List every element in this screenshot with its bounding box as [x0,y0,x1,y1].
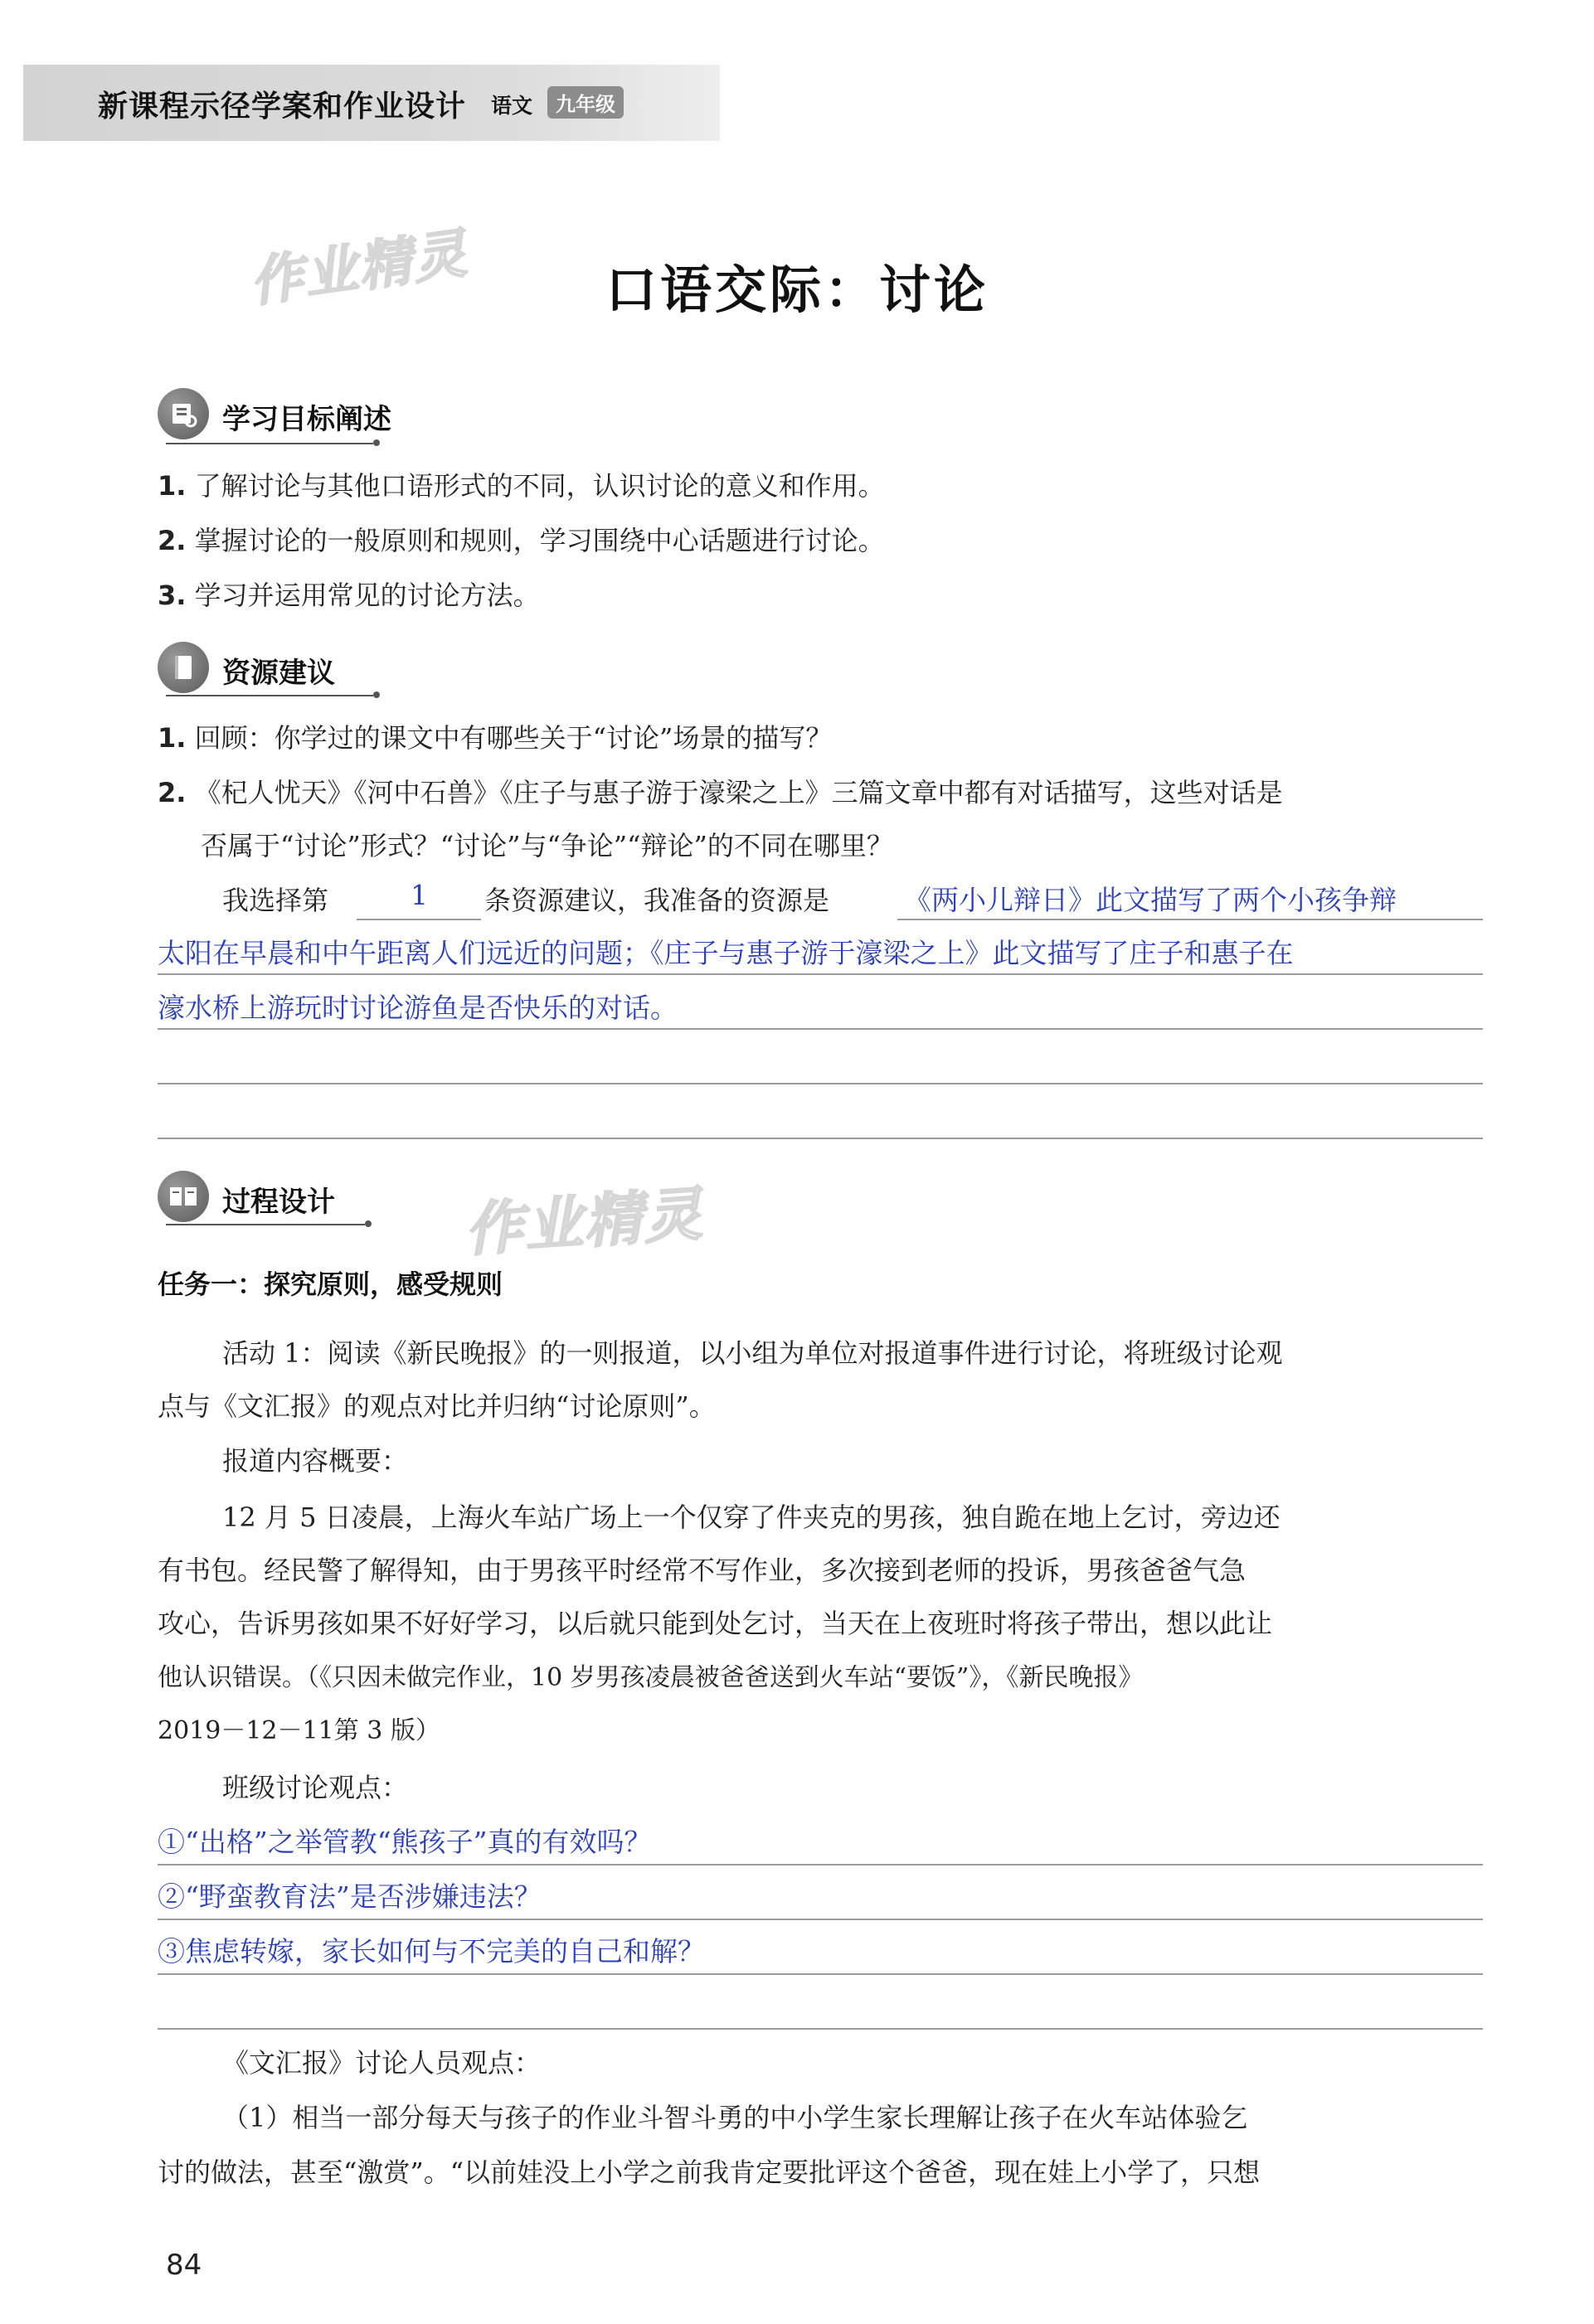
goal-item: 3. 学习并运用常见的讨论方法。 [158,580,540,611]
task-heading: 任务一：探究原则，感受规则 [158,1269,503,1300]
story-text: 12 月 5 日凌晨，上海火车站广场上一个仅穿了件夹克的男孩，独自跪在地上乞讨，旁边还 [222,1502,1281,1533]
goal-item: 1. 了解讨论与其他口语形式的不同，认识讨论的意义和作用。 [158,470,885,502]
answer-line [158,1919,1483,1920]
resource-item: 2. 《杞人忧天》《河中石兽》《庄子与惠子游于濠梁之上》三篇文章中都有对话描写，这些对话是 [158,777,1283,808]
notebook-icon [158,642,209,693]
book-icon [158,388,209,439]
activity-text: 活动 1：阅读《新民晚报》的一则报道，以小组为单位对报道事件进行讨论，将班级讨论观 [222,1337,1283,1369]
wenhui-text: （1）相当一部分每天与孩子的作业斗智斗勇的中小学生家长理解让孩子在火车站体验乞 [222,2102,1248,2133]
process-icon [158,1171,209,1222]
wenhui-label: 《文汇报》讨论人员观点： [222,2047,542,2079]
watermark: 作业精灵 [245,222,472,314]
choice-prefix: 我选择第 [222,885,329,916]
handwritten-answer[interactable]: 太阳在早晨和中午距离人们远近的问题；《庄子与惠子游于濠梁之上》此文描写了庄子和惠子在 [158,937,1294,969]
resource-item-continued: 否属于“讨论”形式？“讨论”与“争论”“辩论”的不同在哪里？ [201,830,893,861]
watermark: 作业精灵 [462,1180,706,1264]
choice-mid: 条资源建议，我准备的资源是 [484,885,830,916]
class-view-answer[interactable]: ③焦虑转嫁，家长如何与不完美的自己和解？ [158,1935,705,1967]
answer-line [897,919,1483,920]
class-view-answer[interactable]: ②“野蛮教育法”是否涉嫌违法？ [158,1880,542,1913]
choice-answer[interactable]: 1 [411,879,428,911]
answer-line [158,1083,1483,1084]
class-views-label: 班级讨论观点： [222,1772,409,1803]
activity-text: 点与《文汇报》的观点对比并归纳“讨论原则”。 [158,1390,716,1422]
choice-blank-line [357,919,481,920]
page-number: 84 [166,2249,202,2282]
section-underline [166,695,373,696]
section-title-process: 过程设计 [222,1186,335,1219]
story-text: 攻心，告诉男孩如果不好好学习，以后就只能到处乞讨，当天在上夜班时将孩子带出，想以此让 [158,1608,1273,1639]
section-underline [166,443,373,444]
story-text: 有书包。经民警了解得知，由于男孩平时经常不写作业，多次接到老师的投诉，男孩爸爸气急 [158,1555,1247,1586]
answer-line [158,2028,1483,2030]
story-text: 他认识错误。（《只因未做完作业，10 岁男孩凌晨被爸爸送到火车站“要饭”》，《新民晚报》 [158,1663,1144,1692]
section-underline-dot [373,439,380,446]
answer-line [158,1138,1483,1139]
class-view-answer[interactable]: ①“出格”之举管教“熊孩子”真的有效吗？ [158,1826,652,1858]
section-title-resources: 资源建议 [222,657,335,690]
handwritten-answer[interactable]: 《两小儿辩日》此文描写了两个小孩争辩 [904,884,1397,916]
section-underline [166,1224,365,1225]
page-title: 口语交际：讨论 [605,260,989,320]
answer-line [158,1864,1483,1866]
subject-label: 语文 [491,94,533,118]
section-underline-dot [365,1220,372,1227]
book-title: 新课程示径学案和作业设计 [98,90,467,124]
handwritten-answer[interactable]: 濠水桥上游玩时讨论游鱼是否快乐的对话。 [158,992,678,1024]
resource-item: 1. 回顾：你学过的课文中有哪些关于“讨论”场景的描写？ [158,722,833,754]
answer-line [158,973,1483,975]
section-title-goals: 学习目标阐述 [222,403,391,436]
story-text: 2019－12－11第 3 版） [158,1716,440,1745]
grade-badge: 九年级 [547,86,624,119]
wenhui-text: 讨的做法，甚至“激赏”。“以前娃没上小学之前我肯定要批评这个爸爸，现在娃上小学了，只想 [158,2157,1261,2188]
goal-item: 2. 掌握讨论的一般原则和规则，学习围绕中心话题进行讨论。 [158,525,885,556]
section-underline-dot [373,691,380,698]
answer-line [158,1028,1483,1030]
answer-line [158,1973,1483,1975]
summary-label: 报道内容概要： [222,1445,409,1477]
